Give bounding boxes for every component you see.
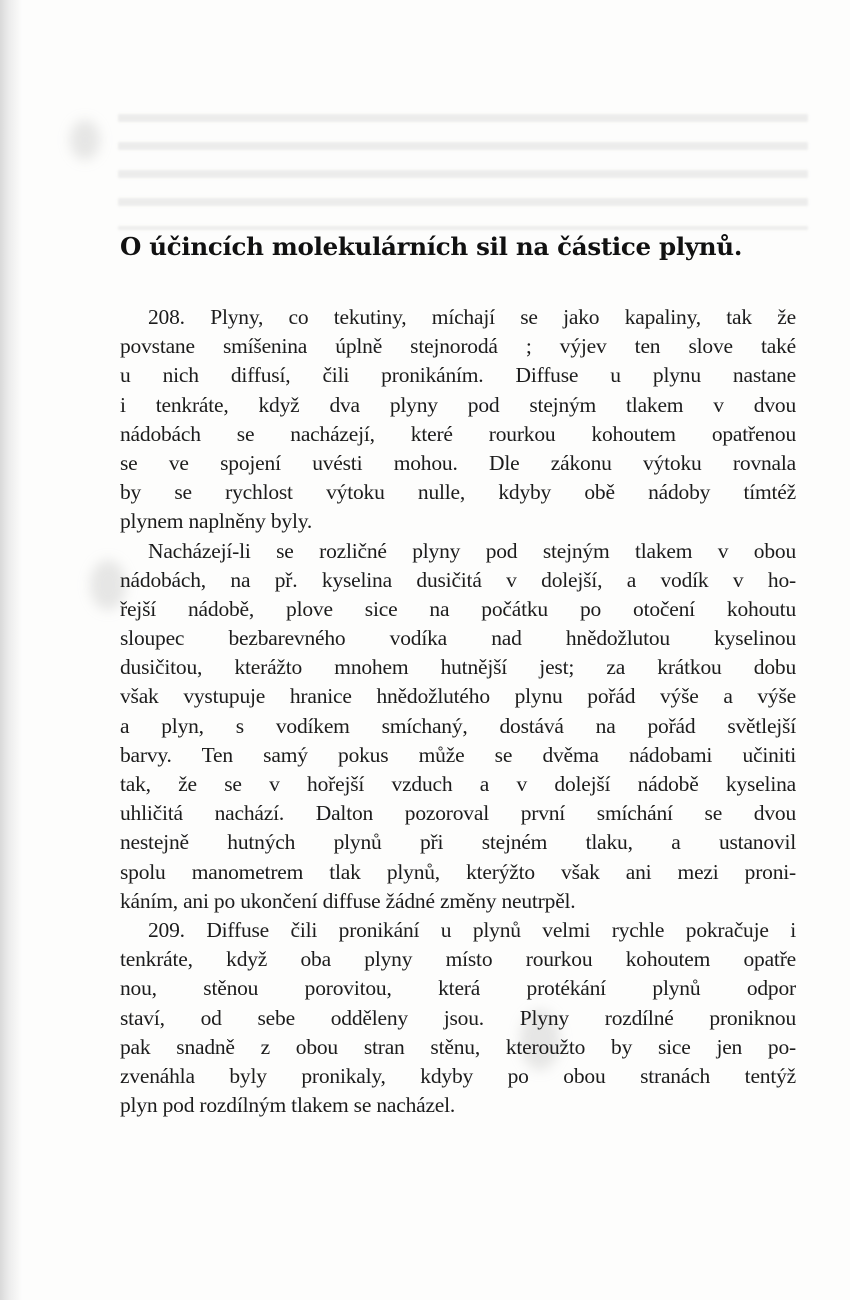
text-line: a plyn, s vodíkem smíchaný, dostává na pořád světlejší (120, 713, 796, 738)
text-line: 209. Diffuse čili pronikání u plynů velmi rychle pokračuje i (148, 917, 796, 942)
text-line: káním, ani po ukončení diffuse žádné změny neutrpěl. (120, 888, 576, 913)
text-line: spolu manometrem tlak plynů, kterýžto však ani mezi proni- (120, 859, 796, 884)
text-line: plynem naplněny byly. (120, 509, 313, 534)
text-line: 208. Plyny, co tekutiny, míchají se jako kapaliny, tak že (148, 305, 796, 329)
text-line: však vystupuje hranice hnědožlutého plynu pořád výše a výše (120, 684, 796, 709)
page-gutter-shadow (0, 0, 22, 1300)
text-line: řejší nádobě, plove sice na počátku po otočení kohoutu (120, 596, 796, 621)
page-smudge (70, 120, 100, 160)
text-line: i tenkráte, když dva plyny pod stejným tlakem v dvou (120, 392, 796, 417)
text-line: tenkráte, když oba plyny místo rourkou kohoutem opatře (120, 947, 796, 972)
text-line: barvy. Ten samý pokus může se dvěma nádobami učiniti (120, 742, 796, 767)
text-line: Nacházejí-li se rozličné plyny pod stejným tlakem v obou (148, 538, 796, 563)
text-line: dusičitou, kterážto mnohem hutnější jest; za krátkou dobu (120, 655, 796, 680)
text-line: nou, stěnou porovitou, která protékání plynů odpor (120, 976, 796, 1001)
body-text (120, 303, 796, 1120)
text-line: se ve spojení uvésti mohou. Dle zákonu výtoku rovnala (120, 450, 796, 475)
show-through-text (118, 100, 808, 230)
text-line: povstane smíšenina úplně stejnorodá ; výjev ten slove také (120, 334, 796, 359)
text-line: uhličitá nachází. Dalton pozoroval první smíchání se dvou (120, 801, 796, 826)
text-line: u nich diffusí, čili pronikáním. Diffuse u plynu nastane (120, 363, 796, 388)
text-line: nestejně hutných plynů při stejném tlaku, a ustanovil (120, 830, 796, 855)
text-line: by se rychlost výtoku nulle, kdyby obě nádoby tímtéž (120, 480, 796, 505)
text-line: pak snadně z obou stran stěnu, kteroužto by sice jen po- (120, 1034, 796, 1059)
text-line: tak, že se v hořejší vzduch a v dolejší nádobě kyselina (120, 772, 796, 796)
text-line: sloupec bezbarevného vodíka nad hnědožlutou kyselinou (120, 626, 796, 651)
text-line: nádobách, na př. kyselina dusičitá v dolejší, a vodík v ho- (120, 567, 796, 592)
text-line: plyn pod rozdílným tlakem se nacházel. (120, 1093, 456, 1118)
text-line: staví, od sebe odděleny jsou. Plyny rozdílné proniknou (120, 1005, 796, 1030)
text-line: zvenáhla byly pronikaly, kdyby po obou stranách tentýž (120, 1063, 796, 1088)
section-heading: O účincích molekulárních sil na částice plynů. (120, 232, 743, 261)
text-line: nádobách se nacházejí, které rourkou kohoutem opatřenou (120, 421, 796, 446)
